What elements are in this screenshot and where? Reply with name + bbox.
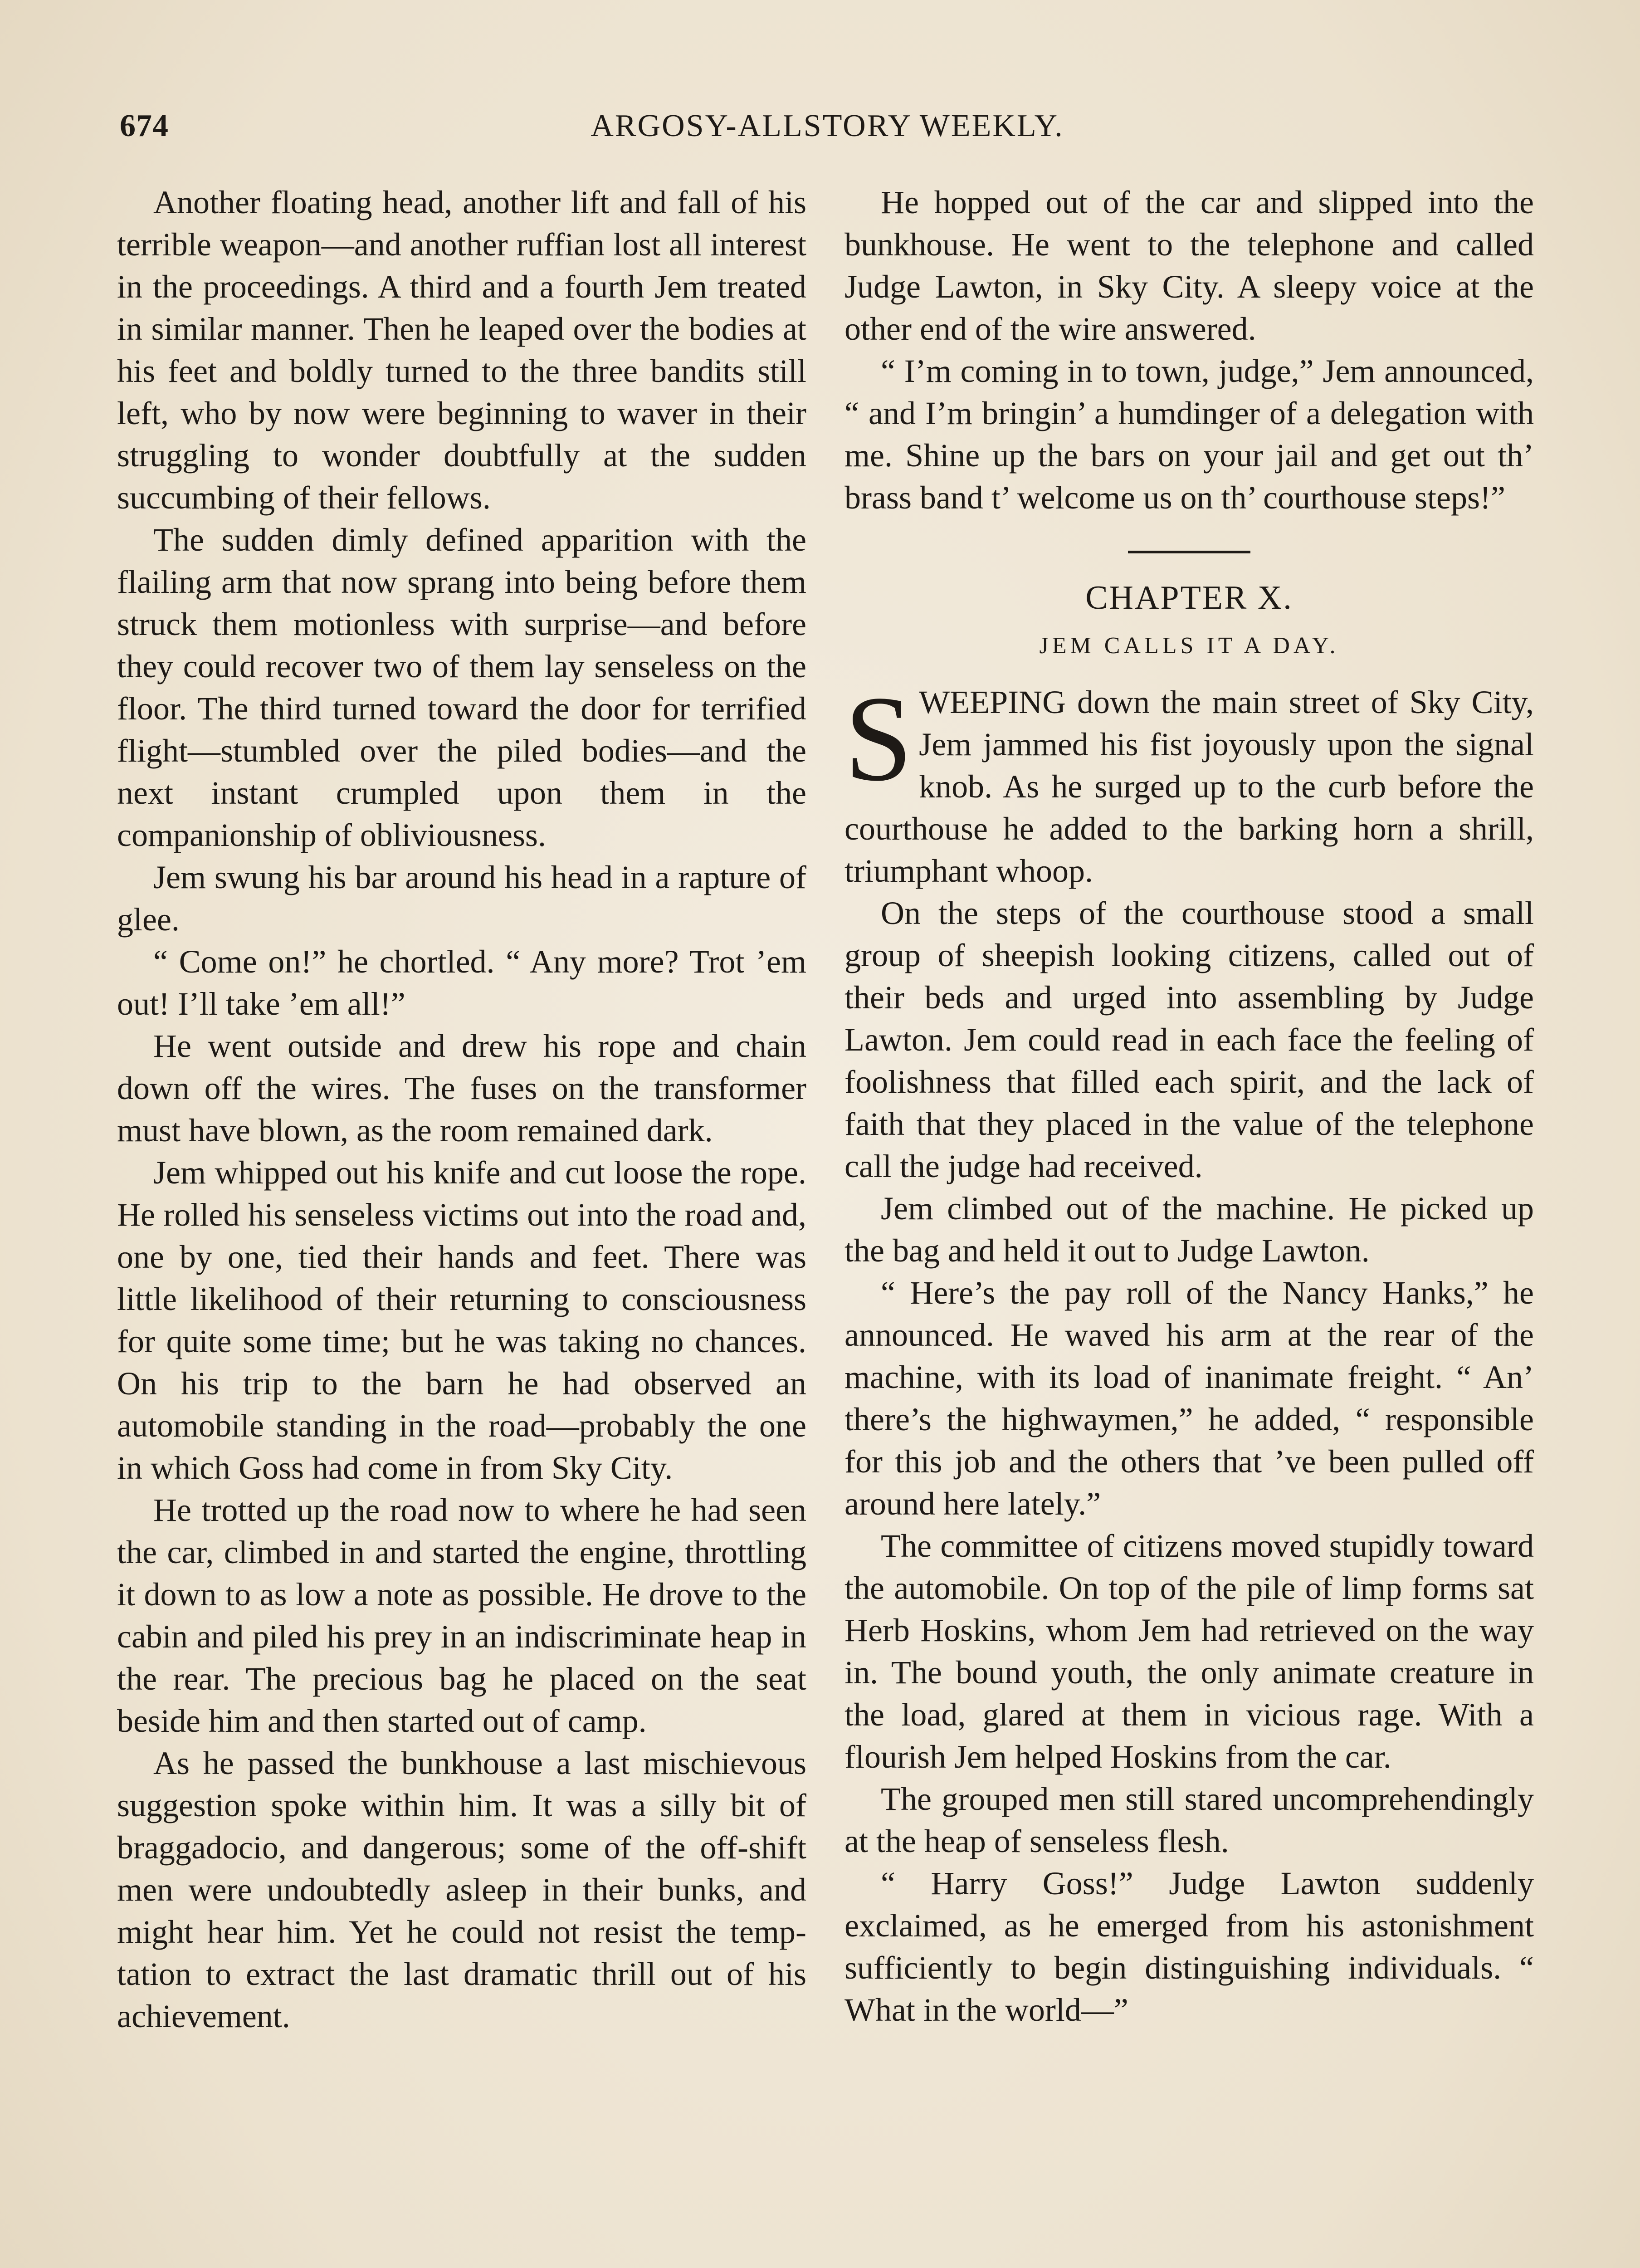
paragraph: Jem swung his bar around his head in a rapture of glee. <box>117 859 806 938</box>
page-number: 674 <box>120 108 169 143</box>
paragraph: The sudden dimly defined apparition with the flailing arm that now sprang into being before them struck them motionless with surprise—and before they could recover two of them lay senseless on the floor. The third turned toward the door for terrified flight—stumbled over the piled bodies—and the next instant crumpled upon them in the companionship of obliviousness. <box>117 522 806 853</box>
paragraph: “ I’m coming in to town, judge,” Jem announced, “ and I’m bringin’ a humdinger of a delegation with me. Shine up the bars on your jail and get out th’ brass band t’ welcome us on th’ courthouse steps!” <box>844 353 1534 516</box>
chapter-title: CHAPTER X. <box>1085 579 1293 616</box>
chapter-opening-text: WEEPING down the main street of Sky City, Jem jammed his fist joyously upon the signal knob. As he surged up to the curb before the courthouse he added to the barking horn a shrill, triumphant whoop. <box>844 684 1534 889</box>
paragraph: “ Harry Goss!” Judge Lawton suddenly exclaimed, as he emerged from his astonishment sufficiently to begin distinguishing individuals. “ What in the world—” <box>844 1865 1534 2028</box>
paragraph: He hopped out of the car and slipped into the bunkhouse. He went to the telephone and called Judge Lawton, in Sky City. A sleepy voice at the other end of the wire answered. <box>844 184 1534 347</box>
chapter-subtitle: JEM CALLS IT A DAY. <box>1039 633 1339 659</box>
paragraph: The grouped men still stared uncomprehendingly at the heap of senseless flesh. <box>844 1781 1534 1859</box>
paragraph: He went outside and drew his rope and chain down off the wires. The fuses on the transformer must have blown, as the room remained dark. <box>117 1028 806 1149</box>
paragraph: “ Come on!” he chortled. “ Any more? Trot ’em out! I’ll take ’em all!” <box>117 943 806 1022</box>
chapter-opening-paragraph <box>844 671 1534 892</box>
paragraph: “ Here’s the pay roll of the Nancy Hanks,” he announced. He waved his arm at the rear of the machine, with its load of inanimate freight. “ An’ there’s the highwaymen,” he added, “ responsible for this job and the others that ’ve been pulled off around here lately.” <box>844 1275 1534 1522</box>
running-head: ARGOSY-ALLSTORY WEEKLY. <box>591 108 1064 143</box>
right-column <box>844 181 1534 2031</box>
paragraph: On the steps of the courthouse stood a small group of sheepish looking citizens, called out of their beds and urged into assembling by Judge Lawton. Jem could read in each face the feeling of foolishness that filled each spirit, and the lack of faith that they placed in the value of the telephone call the judge had received. <box>844 895 1534 1184</box>
paragraph: The committee of citizens moved stupidly toward the automobile. On top of the pile of limp forms sat Herb Hoskins, whom Jem had retrieved on the way in. The bound youth, the only animate creature in the load, glared at them in vicious rage. With a flourish Jem helped Hoskins from the car. <box>844 1528 1534 1775</box>
paragraph: As he passed the bunkhouse a last mischievous suggestion spoke within him. It was a silly bit of braggadocio, and dangerous; some of the off-shift men were undoubtedly asleep in their bunks, and might hear him. Yet he could not resist the temptation to extract the last dramatic thrill out of his achievement. <box>117 1745 806 2034</box>
paragraph: Jem whipped out his knife and cut loose the rope. He rolled his senseless victims out into the road and, one by one, tied their hands and feet. There was little likelihood of their returning to consciousness for quite some time; but he was taking no chances. On his trip to the barn he had observed an automobile standing in the road—probably the one in which Goss had come in from Sky City. <box>117 1154 806 1486</box>
page-header <box>120 108 1535 158</box>
left-column <box>117 181 806 2038</box>
section-divider <box>1128 551 1250 553</box>
paragraph: He trotted up the road now to where he had seen the car, climbed in and started the engine, throttling it down to as low a note as possible. He drove to the cabin and piled his prey in an indiscriminate heap in the rear. The precious bag he placed on the seat beside him and then started out of camp. <box>117 1492 806 1739</box>
drop-cap: S <box>844 671 913 807</box>
paragraph: Another floating head, another lift and fall of his terrible weapon—and another ruffian lost all interest in the proceedings. A third and a fourth Jem treated in similar manner. Then he leaped over the bodies at his feet and boldly turned to the three bandits still left, who by now were beginning to waver in their struggling to wonder doubtfully at the sudden succumbing of their fellows. <box>117 184 806 516</box>
paragraph: Jem climbed out of the machine. He picked up the bag and held it out to Judge Lawton. <box>844 1190 1534 1269</box>
